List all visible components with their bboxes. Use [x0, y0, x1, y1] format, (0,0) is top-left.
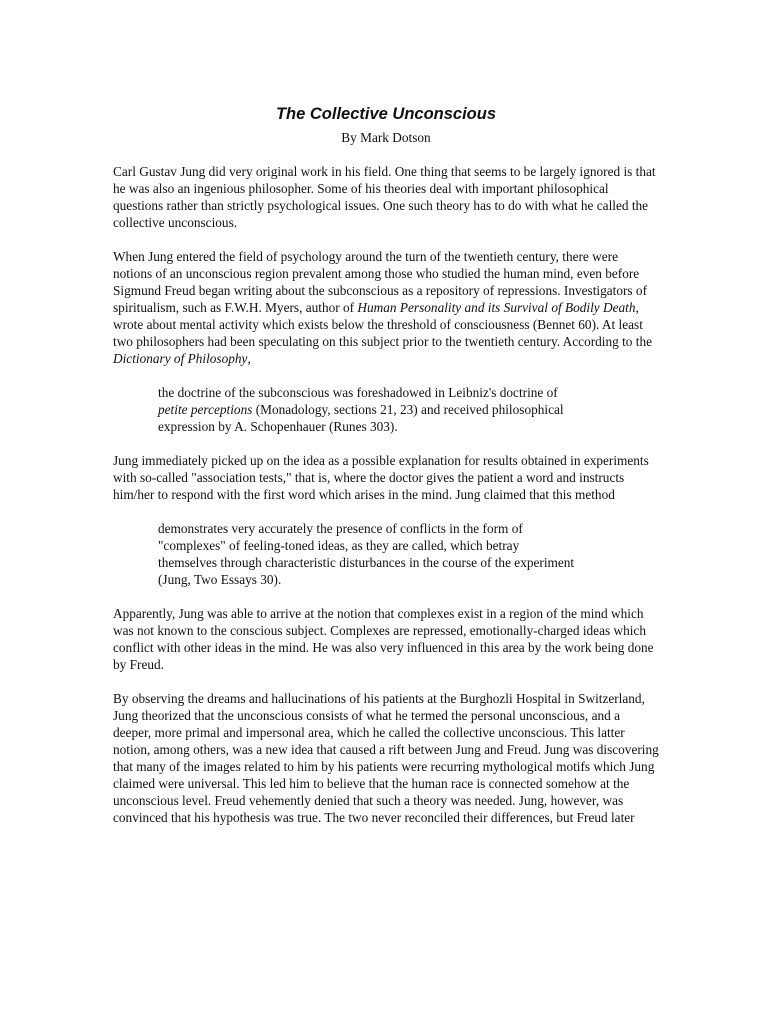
- paragraph-3: Jung immediately picked up on the idea as a possible explanation for results obtained in experiments with so-called "association tests," that is, where the doctor gives the patient a word and instructs him/her to respond with the first word which arises in the mind. Jung claimed that this method: [113, 453, 649, 502]
- paragraph-2-reference-title: Dictionary of Philosophy: [113, 351, 248, 366]
- paragraph-5: By observing the dreams and hallucinations of his patients at the Burghozli Hospital in Switzerland, Jung theorized that the unconscious consists of what he termed the personal unconscious, and a deeper, more primal and impersonal area, which he called the collective unconscious. This latter notion, among others, was a new idea that caused a rift between Jung and Freud. Jung was discovering that many of the images related to him by his patients were recurring mythological motifs which Jung claimed were universal. This led him to believe that the human race is connected somehow at the unconscious level. Freud vehemently denied that such a theory was needed. Jung, however, was convinced that his hypothesis was true. The two never reconciled their differences, but Freud later: [113, 691, 659, 825]
- block-quote-1-text-b: (Monadology, sections 21, 23) and received philosophical expression by A. Schopenhauer (Runes 303).: [158, 402, 564, 434]
- document-body: [113, 104, 659, 826]
- paragraph-2: [113, 248, 659, 367]
- block-quote-2: demonstrates very accurately the presence of conflicts in the form of "complexes" of feeling-toned ideas, as they are called, which betray themselves through characteristic disturbances in the course of the experiment (Jung, Two Essays 30).: [158, 521, 575, 587]
- block-quote-1-term: petite perceptions: [158, 402, 253, 417]
- document-author: By Mark Dotson: [341, 130, 431, 145]
- paragraph-4: Apparently, Jung was able to arrive at the notion that complexes exist in a region of the mind which was not known to the conscious subject. Complexes are repressed, emotionally-charged ideas which conflict with other ideas in the mind. He was also very influenced in this area by the work being done by Freud.: [113, 606, 654, 672]
- document-title: The Collective Unconscious: [275, 105, 497, 123]
- paragraph-2-book-title: Human Personality and its Survival of Bodily Death: [357, 300, 636, 315]
- paragraph-2-text-a: When Jung entered the field of psychology around the turn of the twentieth century, there were notions of an unconscious region prevalent among those who studied the human mind, even before Sigmund Freud began writing about the subconscious as a repository of repressions. Investigators of spiritualism, such as F.W.H. Myers, author of: [113, 249, 647, 315]
- paragraph-2-text-b: , wrote about mental activity which exists below the threshold of consciousness (Bennet 60). At least two philosophers had been speculating on this subject prior to the twentieth century. According to the: [113, 300, 653, 349]
- paragraph-2-text-c: ,: [247, 351, 251, 366]
- block-quote-1: [158, 384, 578, 435]
- paragraph-1: Carl Gustav Jung did very original work in his field. One thing that seems to be largely ignored is that he was also an ingenious philosopher. Some of his theories deal with important philosophical questions rather than strictly psychological issues. One such theory has to do with what he called the collective unconscious.: [113, 164, 656, 230]
- block-quote-1-text-a: the doctrine of the subconscious was foreshadowed in Leibniz's doctrine of: [158, 385, 558, 400]
